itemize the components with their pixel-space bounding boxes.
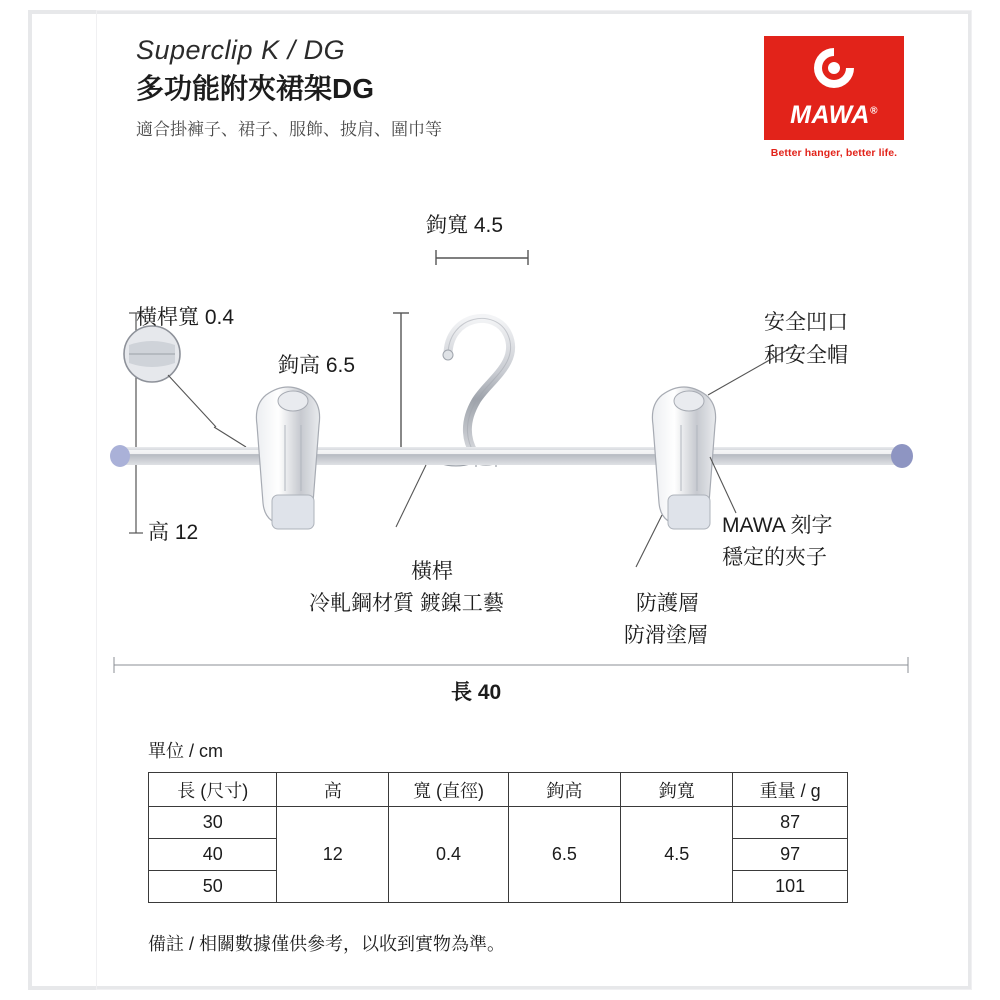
col-weight: 重量 / g — [733, 773, 848, 807]
col-hook-width: 鉤寬 — [621, 773, 733, 807]
right-clip — [652, 387, 715, 529]
col-hook-height: 鉤高 — [508, 773, 620, 807]
label-hook-height: 鉤高 6.5 — [278, 354, 356, 377]
logo-tagline: Better hanger, better life. — [770, 147, 898, 159]
label-coating-line2: 防滑塗層 — [624, 624, 708, 647]
table-note: 備註 / 相關數據僅供參考，以收到實物為準。 — [148, 934, 506, 954]
label-engraving-line1: MAWA 刻字 — [722, 514, 833, 537]
label-bar-line2: 冷軋鋼材質 鍍鎳工藝 — [309, 592, 504, 615]
product-diagram — [96, 195, 926, 715]
cell-weight: 97 — [733, 839, 848, 871]
table-row — [149, 807, 848, 839]
label-height: 高 12 — [148, 521, 199, 544]
spec-table — [148, 772, 848, 903]
label-length: 長 40 — [451, 681, 502, 704]
logo-box — [764, 36, 904, 140]
logo-registered-mark: ® — [869, 105, 878, 117]
label-bar-line1: 橫桿 — [411, 560, 453, 583]
product-subtitle: 適合掛褲子、裙子、服飾、披肩、圍巾等 — [136, 119, 442, 139]
col-length: 長 (尺寸) — [149, 773, 277, 807]
cell-length: 50 — [149, 871, 277, 903]
logo-wordmark — [764, 101, 904, 130]
label-bar-width: 橫桿寬 0.4 — [136, 306, 235, 329]
hanger-illustration — [96, 195, 926, 715]
cell-width-merged: 0.4 — [389, 807, 509, 903]
cell-hook-height-merged: 6.5 — [508, 807, 620, 903]
product-title-en: Superclip K / DG — [136, 35, 346, 65]
label-coating-line1: 防護層 — [636, 592, 699, 615]
cell-hook-width-merged: 4.5 — [621, 807, 733, 903]
header — [136, 34, 756, 141]
table-header-row — [149, 773, 848, 807]
brand-logo — [752, 36, 916, 159]
cell-weight: 87 — [733, 807, 848, 839]
label-hook-width: 鉤寬 4.5 — [426, 214, 504, 237]
col-height: 高 — [277, 773, 389, 807]
label-engraving-line2: 穩定的夾子 — [722, 546, 827, 569]
unit-label: 單位 / cm — [148, 741, 223, 761]
label-safety-notch-line1: 安全凹口 — [764, 311, 848, 334]
logo-brand-text: MAWA — [790, 101, 870, 129]
cell-length: 40 — [149, 839, 277, 871]
cell-length: 30 — [149, 807, 277, 839]
left-clip — [256, 387, 319, 529]
product-title-cn: 多功能附夾裙架DG — [136, 72, 375, 104]
hanger-hook-icon — [812, 46, 856, 90]
col-width: 寬 (直徑) — [389, 773, 509, 807]
label-safety-notch-line2: 和安全帽 — [764, 344, 848, 367]
cell-weight: 101 — [733, 871, 848, 903]
cell-height-merged: 12 — [277, 807, 389, 903]
